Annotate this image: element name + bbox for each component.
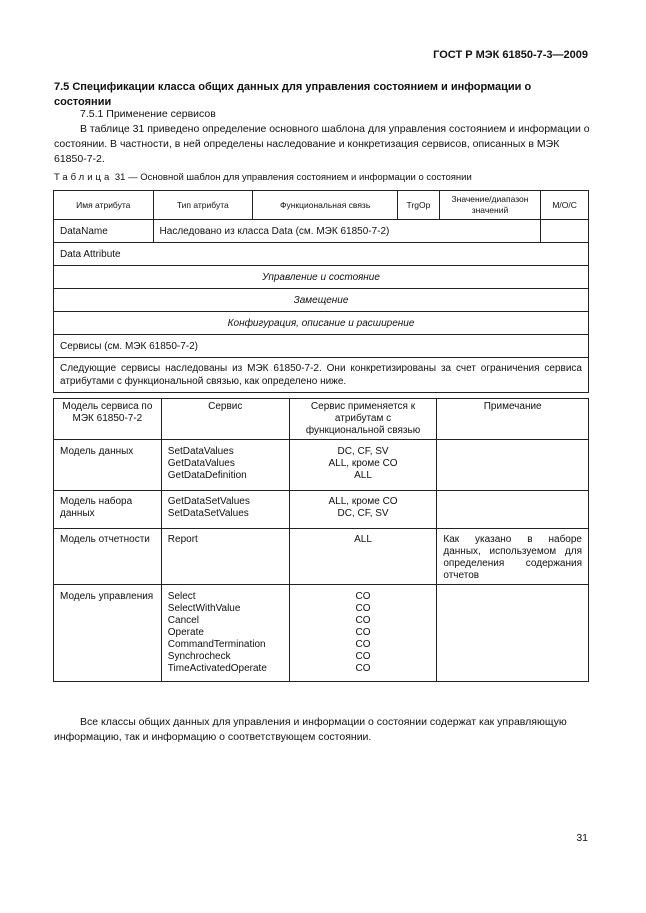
table-row xyxy=(54,312,589,335)
service-name: Select xyxy=(167,591,196,602)
document-id: ГОСТ Р МЭК 61850-7-3—2009 xyxy=(433,49,588,61)
fc-value: CO xyxy=(355,663,371,674)
section-title: 7.5 Спецификации класса общих данных для управления состоянием и информации о состоянии xyxy=(54,81,532,108)
table-row xyxy=(54,491,589,529)
header-cell: Сервис применяется к атрибутам с функциональной связью xyxy=(289,399,437,440)
fc-value: CO xyxy=(355,591,371,602)
note-cell xyxy=(437,491,589,529)
table-row xyxy=(54,335,589,358)
table-caption-label: Таблица xyxy=(54,172,113,183)
fc-cell xyxy=(289,585,437,682)
fc-value: ALL xyxy=(354,534,372,545)
fc-value: DC, CF, SV xyxy=(337,508,389,519)
data-attribute-cell: Data Attribute xyxy=(54,243,589,266)
group-cell: Управление и состояние xyxy=(54,266,589,289)
table-caption xyxy=(54,172,472,183)
service-name: CommandTermination xyxy=(167,639,266,650)
inherited-cell: Наследовано из класса Data (см. МЭК 61850-7-2) xyxy=(153,220,541,243)
header-cell: Значение/диапазон значений xyxy=(439,191,541,220)
header-cell: Тип атрибута xyxy=(153,191,253,220)
header-cell: Сервис xyxy=(161,399,289,440)
table-row xyxy=(54,529,589,585)
services-table-header xyxy=(54,399,589,440)
service-name: TimeActivatedOperate xyxy=(167,663,267,674)
fc-value: ALL, кроме CO xyxy=(328,496,398,507)
table-row xyxy=(54,243,589,266)
fc-value: ALL xyxy=(354,470,372,481)
fc-value: ALL, кроме CO xyxy=(328,458,398,469)
closing-paragraph: Все классы общих данных для управления и информации о состоянии содержат как управляющую информацию, так и информацию о соответствующем состоянии. xyxy=(54,716,567,743)
fc-cell xyxy=(289,491,437,529)
intro-paragraph: В таблице 31 приведено определение основного шаблона для управления состоянием и информации о состоянии. В частности, в ней определены наследование и конкретизация сервисов, описанных в МЭК 61850-7-2. xyxy=(54,123,590,165)
service-name: Operate xyxy=(167,627,204,638)
header-cell: Функциональная связь xyxy=(253,191,398,220)
service-cell xyxy=(161,585,289,682)
service-name: SelectWithValue xyxy=(167,603,241,614)
model-cell: Модель набора данных xyxy=(54,491,162,529)
fc-value: DC, CF, SV xyxy=(337,446,389,457)
note-cell: Как указано в наборе данных, используемом для определения содержания отчетов xyxy=(437,529,589,585)
header-cell: TrgOp xyxy=(398,191,439,220)
service-name: GetDataSetValues xyxy=(167,496,250,507)
service-name: Cancel xyxy=(167,615,199,626)
template-table xyxy=(53,190,589,393)
table-row xyxy=(54,220,589,243)
table-row xyxy=(54,585,589,682)
table-row xyxy=(54,358,589,393)
service-name: GetDataDefinition xyxy=(167,470,247,481)
table-row xyxy=(54,289,589,312)
service-name: Synchrocheck xyxy=(167,651,231,662)
fc-cell xyxy=(289,529,437,585)
page-number: 31 xyxy=(576,832,588,844)
service-name: SetDataValues xyxy=(167,446,234,457)
header-cell: Примечание xyxy=(437,399,589,440)
template-table-header xyxy=(54,191,589,220)
service-cell xyxy=(161,491,289,529)
model-cell: Модель данных xyxy=(54,440,162,491)
table-row xyxy=(54,440,589,491)
model-cell: Модель управления xyxy=(54,585,162,682)
note-cell xyxy=(437,585,589,682)
service-name: Report xyxy=(167,534,198,545)
note-cell xyxy=(437,440,589,491)
table-caption-text: 31 — Основной шаблон для управления состоянием и информации о состоянии xyxy=(114,172,472,183)
group-cell: Конфигурация, описание и расширение xyxy=(54,312,589,335)
header-cell: M/O/C xyxy=(541,191,589,220)
header-cell: Имя атрибута xyxy=(54,191,154,220)
services-note-cell: Следующие сервисы наследованы из МЭК 61850-7-2. Они конкретизированы за счет ограничения сервиса атрибутами с функциональной связью, как определено ниже. xyxy=(54,358,589,393)
fc-value: CO xyxy=(355,603,371,614)
dataname-cell: DataName xyxy=(54,220,154,243)
model-cell: Модель отчетности xyxy=(54,529,162,585)
service-name: GetDataValues xyxy=(167,458,235,469)
services-ref-cell: Сервисы (см. МЭК 61850-7-2) xyxy=(54,335,589,358)
empty-cell xyxy=(541,220,589,243)
service-name: SetDataSetValues xyxy=(167,508,249,519)
header-cell: Модель сервиса по МЭК 61850-7-2 xyxy=(54,399,162,440)
fc-cell xyxy=(289,440,437,491)
fc-value: CO xyxy=(355,615,371,626)
service-cell xyxy=(161,529,289,585)
fc-value: CO xyxy=(355,627,371,638)
service-cell xyxy=(161,440,289,491)
group-cell: Замещение xyxy=(54,289,589,312)
table-row xyxy=(54,266,589,289)
services-table xyxy=(53,398,589,682)
fc-value: CO xyxy=(355,639,371,650)
fc-value: CO xyxy=(355,651,371,662)
subsection-title: 7.5.1 Применение сервисов xyxy=(80,108,216,120)
